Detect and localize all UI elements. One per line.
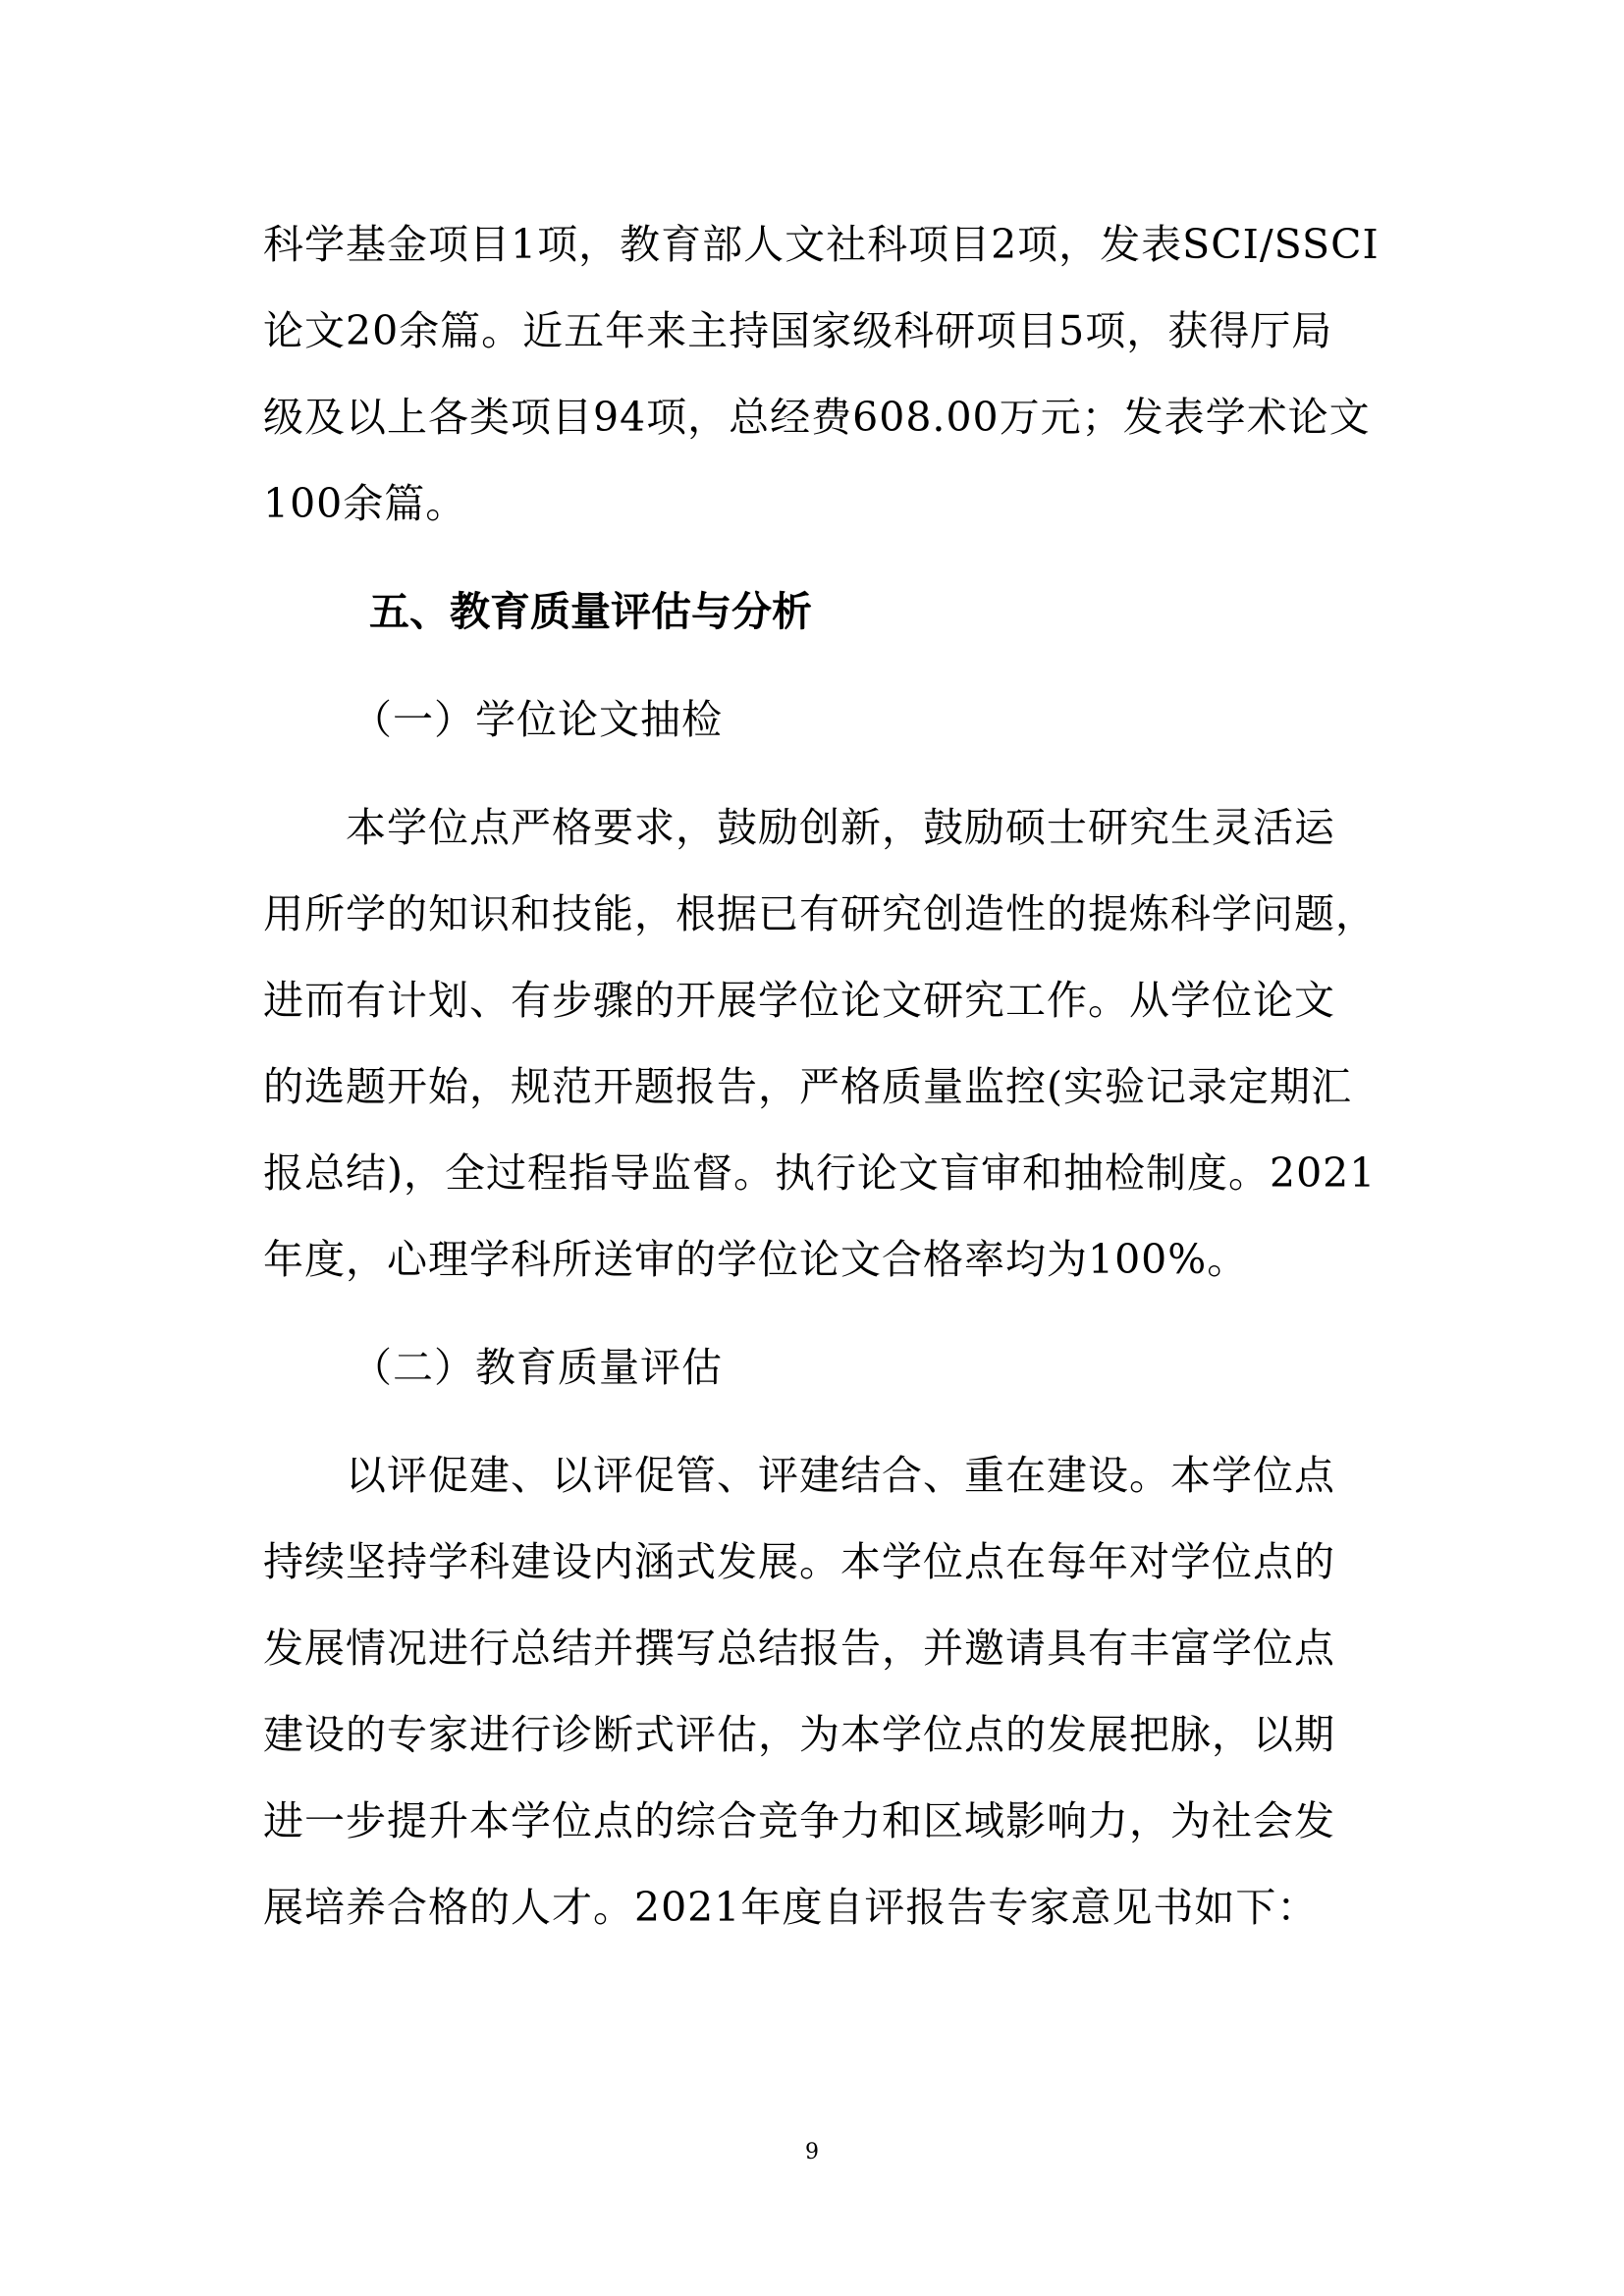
paragraph-line: 的选题开始，规范开题报告，严格质量监控(实验记录定期汇 xyxy=(263,1063,1352,1110)
paragraph-line: 发展情况进行总结并撰写总结报告，并邀请具有丰富学位点 xyxy=(263,1625,1335,1672)
paragraph-line: 级及以上各类项目94项，总经费608.00万元；发表学术论文 xyxy=(263,394,1371,441)
page-content xyxy=(263,201,1380,1950)
paragraph-line: 论文20余篇。近五年来主持国家级科研项目5项，获得厅局 xyxy=(263,307,1333,354)
paragraph-line: 展培养合格的人才。2021年度自评报告专家意见书如下： xyxy=(263,1884,1319,1931)
subsection-title-thesis-check: （一）学位论文抽检 xyxy=(352,696,723,743)
page-number: 9 xyxy=(805,2140,819,2164)
paragraph-line: 100余篇。 xyxy=(263,480,467,527)
paragraph-line: 年度，心理学科所送审的学位论文合格率均为100%。 xyxy=(263,1236,1249,1283)
paragraph-line: 以评促建、以评促管、评建结合、重在建设。本学位点 xyxy=(346,1452,1335,1499)
paragraph-line: 进一步提升本学位点的综合竞争力和区域影响力，为社会发 xyxy=(263,1797,1335,1844)
paragraph-line: 用所学的知识和技能，根据已有研究创造性的提炼科学问题， xyxy=(263,890,1377,937)
paragraph-line: 本学位点严格要求，鼓励创新，鼓励硕士研究生灵活运 xyxy=(346,804,1335,851)
paragraph-line: 科学基金项目1项，教育部人文社科项目2项，发表SCI/SSCI xyxy=(263,221,1380,268)
paragraph-line: 持续坚持学科建设内涵式发展。本学位点在每年对学位点的 xyxy=(263,1538,1335,1585)
paragraph-line: 报总结)，全过程指导监督。执行论文盲审和抽检制度。2021 xyxy=(263,1149,1377,1197)
paragraph-quality-evaluation xyxy=(263,1432,1351,1950)
paragraph-line: 建设的专家进行诊断式评估，为本学位点的发展把脉，以期 xyxy=(263,1711,1335,1758)
paragraph-thesis-check xyxy=(263,784,1377,1303)
paragraph-research-output xyxy=(263,201,1380,547)
subsection-title-quality-evaluation: （二）教育质量评估 xyxy=(352,1344,723,1391)
section-heading: 五、教育质量评估与分析 xyxy=(369,588,812,635)
paragraph-line: 进而有计划、有步骤的开展学位论文研究工作。从学位论文 xyxy=(263,977,1335,1024)
